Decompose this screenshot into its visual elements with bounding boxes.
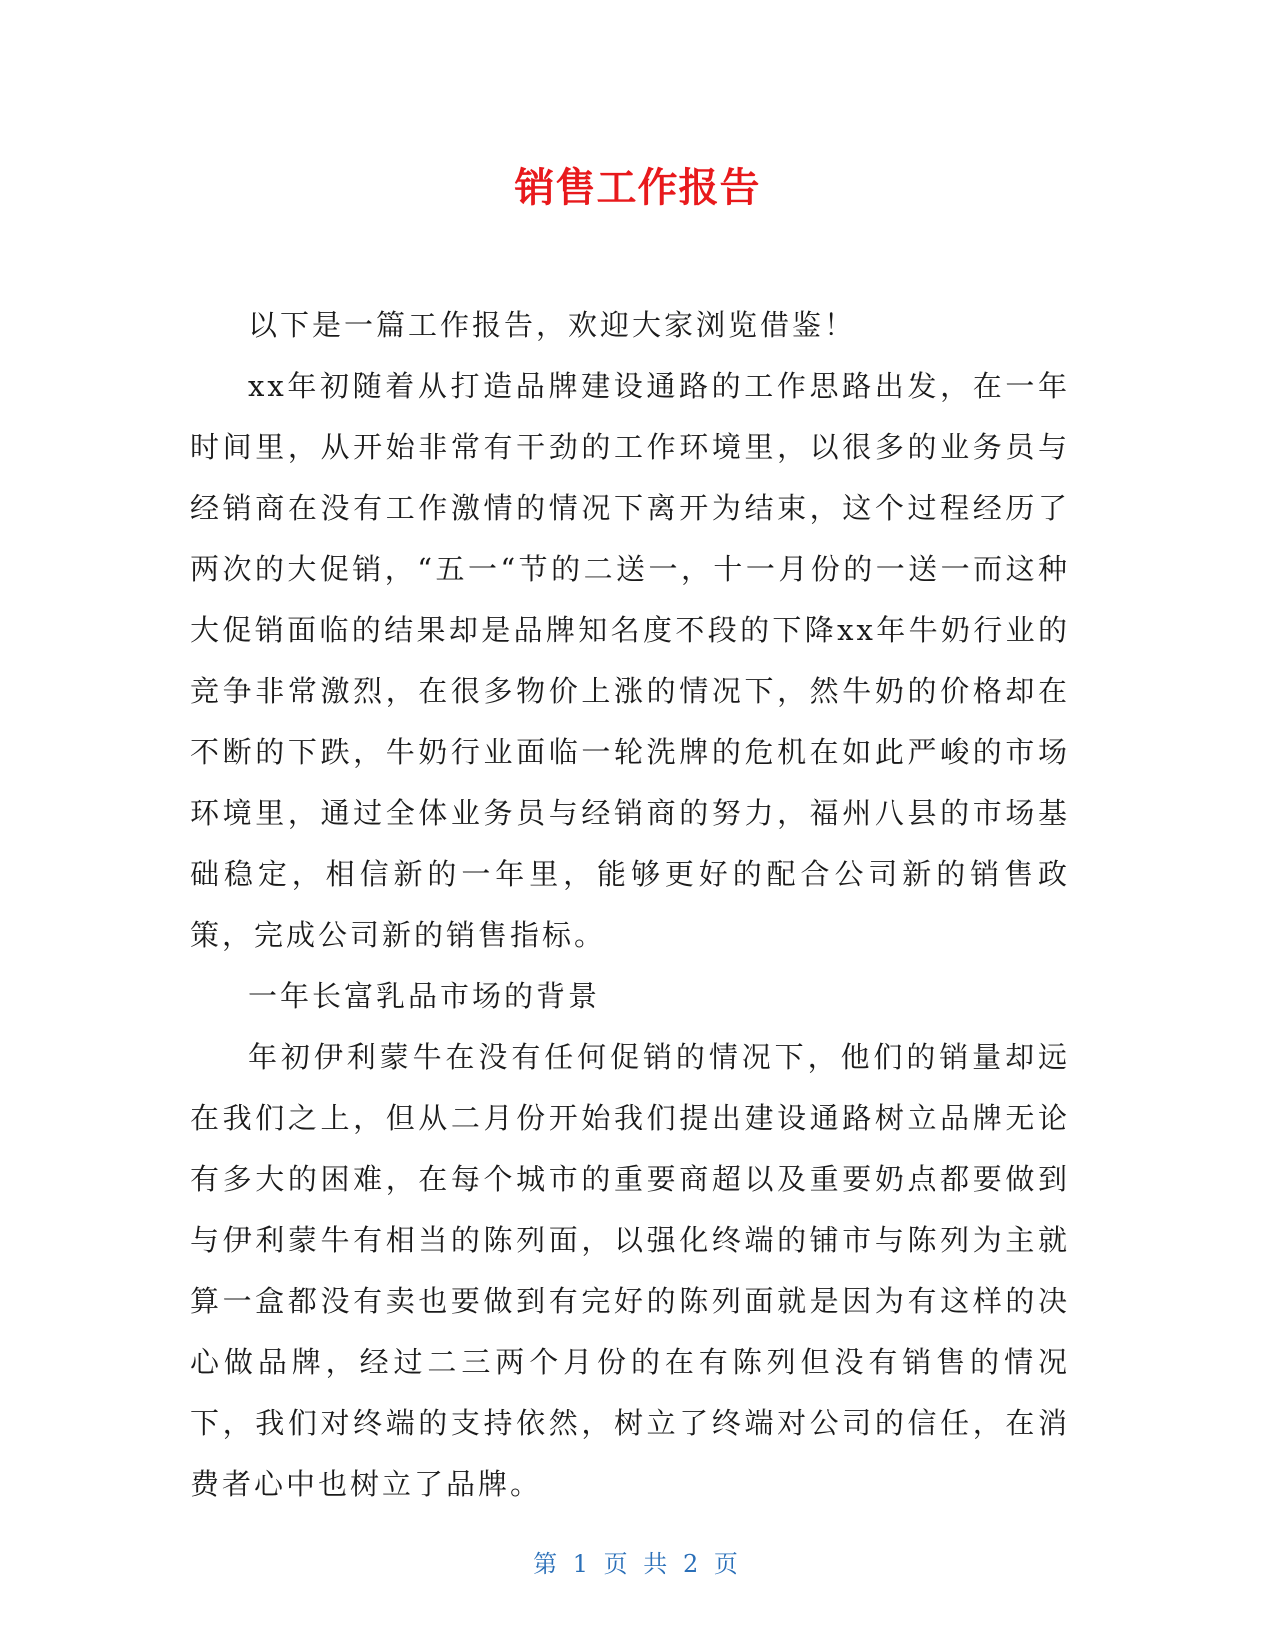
footer-suffix: 页 [713,1550,742,1578]
intro-paragraph: 以下是一篇工作报告，欢迎大家浏览借鉴！ [248,308,857,342]
body-paragraph: xx年初随着从打造品牌建设通路的工作思路出发，在一年时间里，从开始非常有干劲的工作环境里，以很多的业务员与经销商在没有工作激情的情况下离开为结束，这个过程经历了两次的大促销，“五一“节的二送一，十一月份的一送一而这种大促销面临的结果却是品牌知名度不段的下降xx年牛奶行业的竞争非常激烈，在很多物价上涨的情况下，然牛奶的价格却在不断的下跌，牛奶行业面临一轮洗牌的危机在如此严峻的市场环境里，通过全体业务员与经销商的努力，福州八县的市场基础稳定，相信新的一年里，能够更好的配合公司新的销售政策，完成公司新的销售指标。 [190,369,1070,952]
body-paragraph: 年初伊利蒙牛在没有任何促销的情况下，他们的销量却远在我们之上，但从二月份开始我们提出建设通路树立品牌无论有多大的困难，在每个城市的重要商超以及重要奶点都要做到与伊利蒙牛有相当的陈列面，以强化终端的铺市与陈列为主就算一盒都没有卖也要做到有完好的陈列面就是因为有这样的决心做品牌，经过二三两个月份的在有陈列但没有销售的情况下，我们对终端的支持依然，树立了终端对公司的信任，在消费者心中也树立了品牌。 [190,1040,1070,1501]
footer-middle: 页 共 [603,1550,672,1578]
page-footer [0,1548,1275,1580]
document-body [190,295,1070,1515]
footer-prefix: 第 [533,1550,562,1578]
document-title: 销售工作报告 [514,165,761,211]
footer-current-page: 1 [572,1550,593,1578]
footer-total-pages: 2 [682,1550,703,1578]
section-heading: 一年长富乳品市场的背景 [248,979,601,1013]
